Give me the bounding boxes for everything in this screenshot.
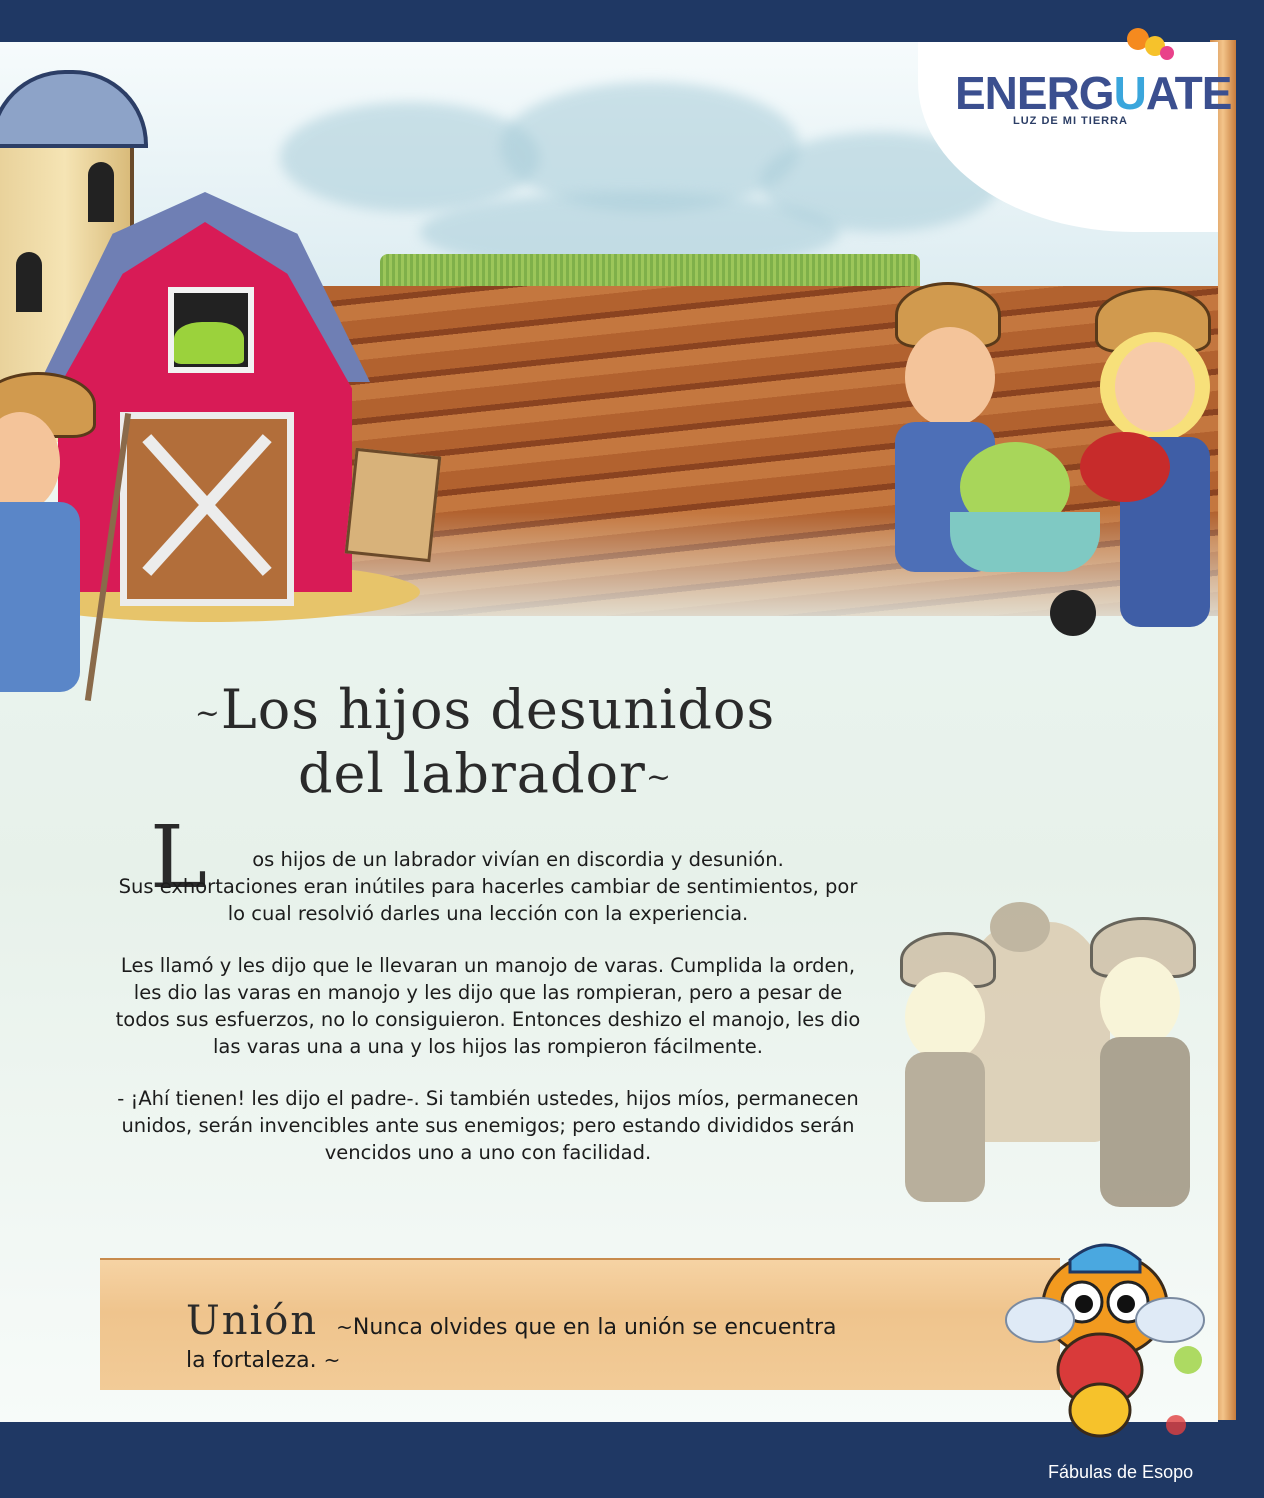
barn-hay <box>174 322 244 364</box>
moral-heading: Unión <box>186 1298 319 1344</box>
wheelbarrow-wheel <box>1050 590 1096 636</box>
title-ornament: ~ <box>194 696 221 731</box>
mascot-wing <box>1136 1298 1204 1342</box>
mascot-wing <box>1006 1298 1074 1342</box>
story-paragraph-3: - ¡Ahí tienen! les dijo el padre-. Si también ustedes, hijos míos, permanecen unidos, serán invencibles ante sus enemigos; pero estando divididos serán vencidos uno a uno con facilidad. <box>117 1087 859 1164</box>
sepia-boy-body <box>1100 1037 1190 1207</box>
apple-basket <box>1080 432 1170 502</box>
logo-wordmark: ENERGUATE <box>955 67 1232 119</box>
moral-ornament: ~ <box>336 1315 353 1339</box>
boy-face <box>905 327 995 427</box>
crate-illustration <box>345 448 442 562</box>
moral-text: Unión ~Nunca olvides que en la unión se encuentra la fortaleza. ~ <box>186 1298 837 1373</box>
mascot-tail <box>1070 1384 1130 1436</box>
mascot-pupil <box>1075 1295 1093 1313</box>
story-body <box>108 820 868 1191</box>
logo-tagline: LUZ DE MI TIERRA <box>1013 115 1128 127</box>
sepia-girl-face <box>905 972 985 1062</box>
farmer-overalls <box>0 502 80 692</box>
firefly-mascot-illustration <box>1000 1220 1210 1440</box>
title-line-2: del labrador~ <box>297 742 673 805</box>
mascot-pupil <box>1117 1295 1135 1313</box>
story-paragraph-1: os hijos de un labrador vivían en discordia y desunión. Sus exhortaciones eran inútiles para hacerles cambiar de sentimientos, por lo cual resolvió darles una lección con la experiencia. <box>118 848 858 925</box>
logo-dot-pink <box>1160 46 1174 60</box>
title-line-1: ~Los hijos desunidos <box>194 678 776 741</box>
sepia-girl-body <box>905 1052 985 1202</box>
barn-door <box>120 412 294 606</box>
hen <box>990 902 1050 952</box>
footer-label: Fábulas de Esopo <box>1048 1462 1194 1482</box>
drop-cap: L <box>150 808 208 908</box>
moral-ornament: ~ <box>323 1348 341 1372</box>
mascot-dot <box>1166 1415 1186 1435</box>
story-paragraph-2: Les llamó y les dijo que le llevaran un manojo de varas. Cumplida la orden, les dio las varas en manojo y les dijo que las rompieran, pero a pesar de todos sus esfuerzos, no lo consiguieron. Entonces deshizo el manojo, les dio las varas una a una y los hijos las rompieron fácilmente. <box>115 954 861 1058</box>
silo-window <box>16 252 42 312</box>
girl-face <box>1115 342 1195 432</box>
energuate-logo <box>955 67 1232 130</box>
sepia-boy-face <box>1100 957 1180 1047</box>
mascot-helmet <box>1070 1245 1140 1272</box>
mascot-dot <box>1174 1346 1202 1374</box>
story-title <box>120 680 850 808</box>
title-ornament: ~ <box>645 760 673 795</box>
wheelbarrow <box>950 512 1100 572</box>
